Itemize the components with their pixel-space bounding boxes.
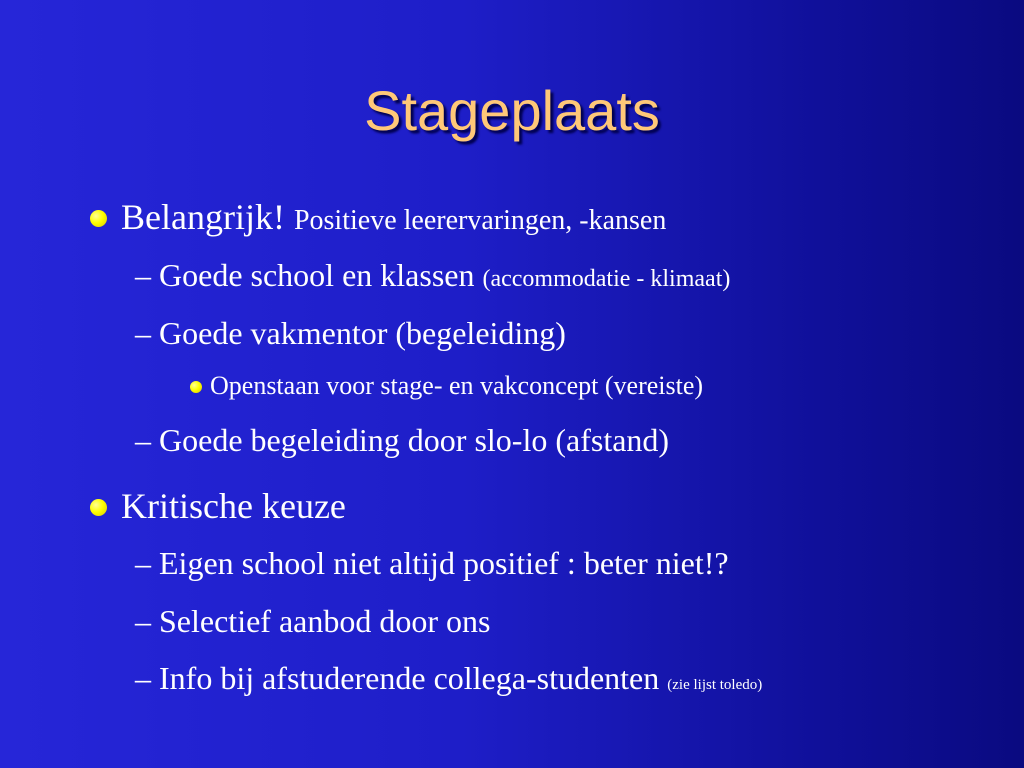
bullet-icon — [190, 381, 202, 393]
item-note: (zie lijst toledo) — [667, 677, 763, 693]
sub-item — [135, 603, 490, 640]
slide-title: Stageplaats — [364, 79, 660, 142]
dash-marker: – — [135, 545, 151, 581]
sub-item — [135, 422, 669, 459]
dash-marker: – — [135, 422, 151, 458]
bullet-item — [90, 485, 346, 527]
dash-marker: – — [135, 257, 151, 293]
bullet-icon — [90, 210, 107, 227]
sub-item — [135, 315, 566, 352]
sub-sub-item — [190, 371, 703, 401]
item-text: Goede school en klassen — [159, 257, 475, 293]
item-text: Eigen school niet altijd positief : beter niet!? — [159, 545, 729, 581]
item-text: Goede vakmentor (begeleiding) — [159, 315, 566, 351]
item-text: Openstaan voor stage- en vakconcept (vereiste) — [210, 371, 704, 400]
item-text: Kritische keuze — [121, 486, 346, 526]
item-text: Selectief aanbod door ons — [159, 603, 491, 639]
item-note: (accommodatie - klimaat) — [482, 266, 731, 292]
sub-item — [135, 545, 729, 582]
sub-item — [135, 257, 730, 294]
item-text: Belangrijk! — [121, 197, 285, 237]
item-note: Positieve leerervaringen, -kansen — [293, 205, 667, 236]
sub-item — [135, 660, 762, 697]
dash-marker: – — [135, 660, 151, 696]
bullet-item — [90, 196, 666, 238]
dash-marker: – — [135, 315, 151, 351]
item-text: Info bij afstuderende collega-studenten — [159, 660, 660, 696]
item-text: Goede begeleiding door slo-lo (afstand) — [159, 422, 670, 458]
bullet-icon — [90, 499, 107, 516]
dash-marker: – — [135, 603, 151, 639]
